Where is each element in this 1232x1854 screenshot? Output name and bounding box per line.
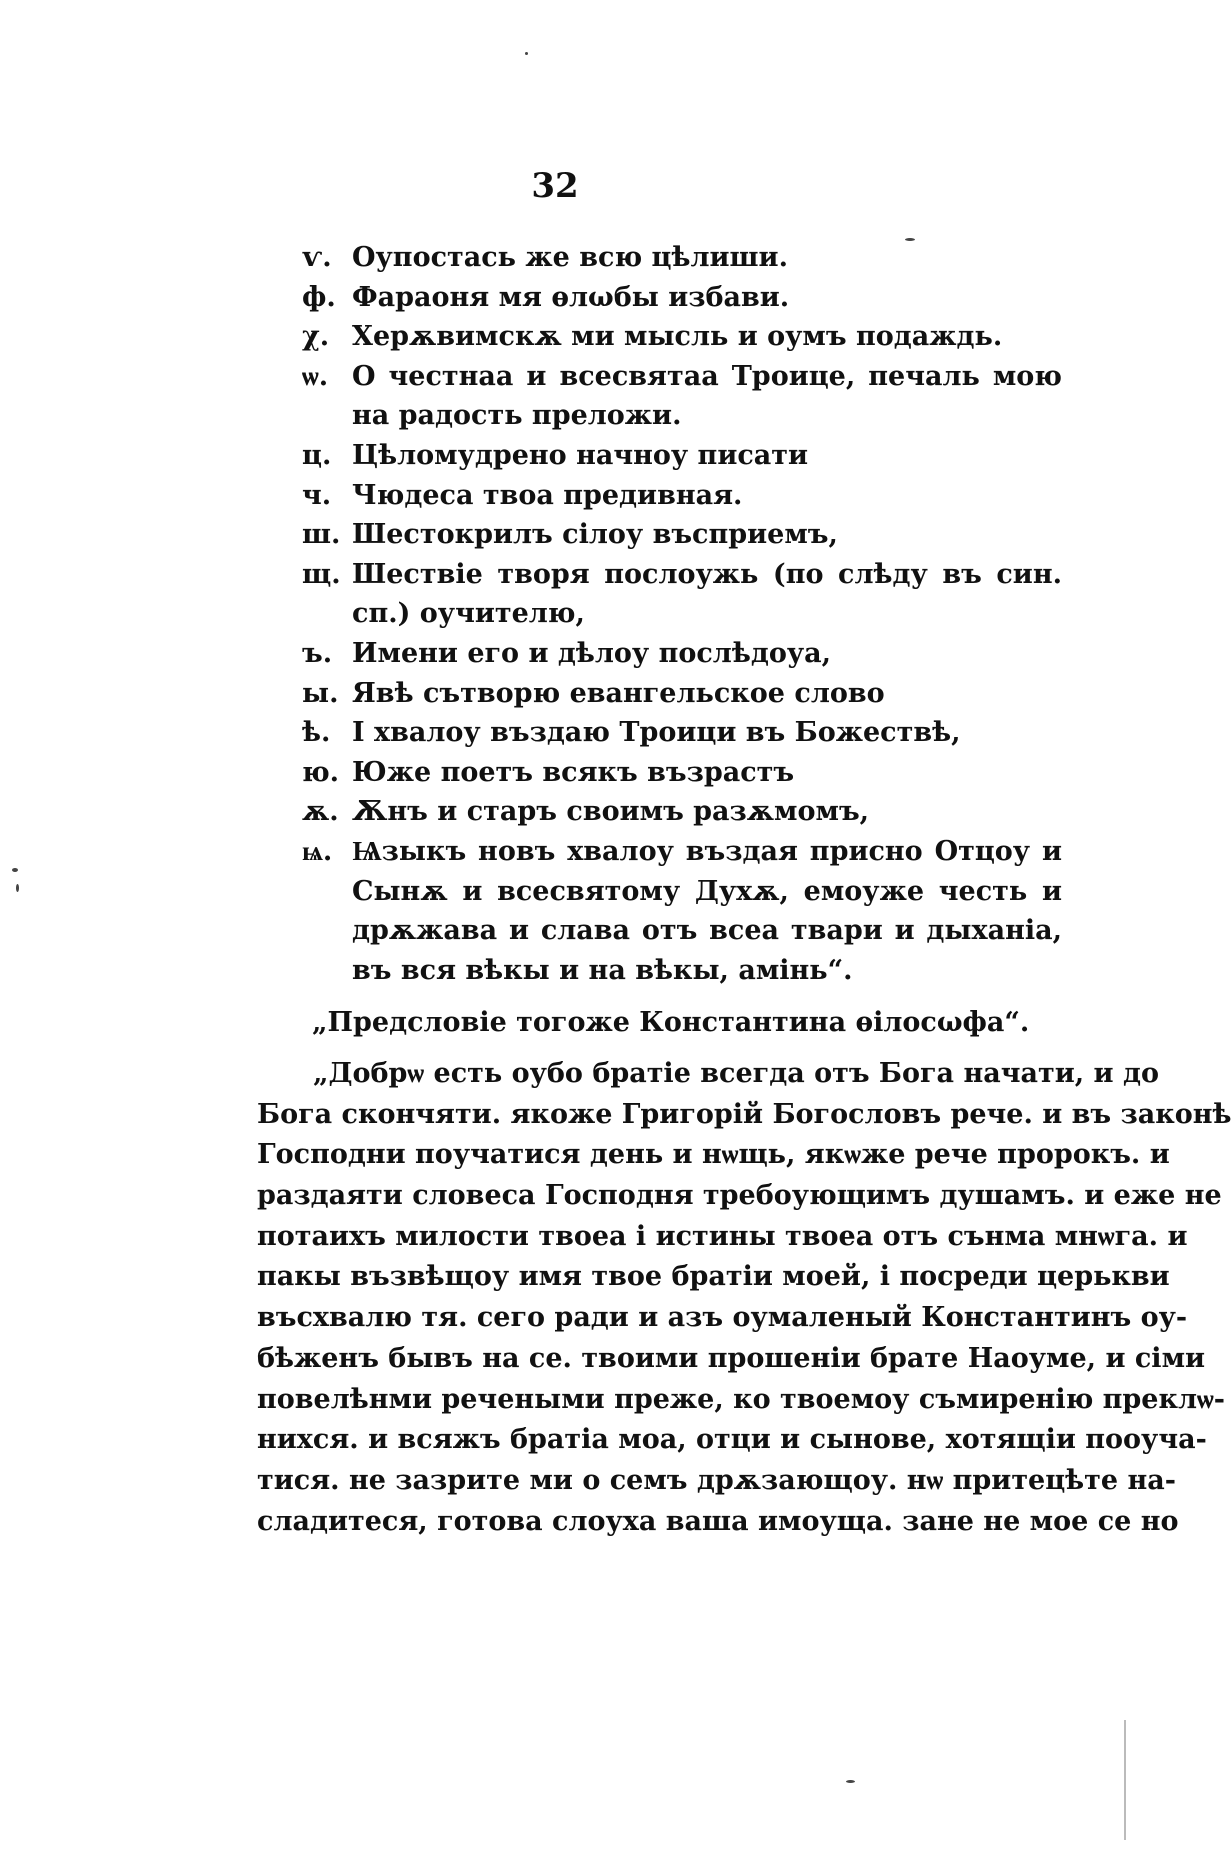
verse-letter: ц.	[302, 439, 332, 471]
verse-text: Ѫнъ и старъ своимъ разѫмомъ,	[352, 796, 870, 828]
body-line: нихся. и всяжъ братіа моа, отци и сынове, хотящіи пооуча-	[257, 1424, 1207, 1456]
verse-item	[302, 515, 1062, 555]
verse-item	[302, 713, 1062, 753]
verse-item	[302, 674, 1062, 714]
verse-item	[302, 436, 1062, 476]
verse-text: Шестокрилъ сілоу въсприемъ,	[352, 519, 838, 551]
acrostic-verse-list	[302, 238, 1062, 990]
body-line: Господни поучатися день и нѡщь, якѡже рече пророкъ. и	[257, 1139, 1170, 1171]
body-line: сладитеся, готова слоуха ваша имоуща. зане не мое се но	[257, 1505, 1179, 1537]
verse-letter: ш.	[302, 519, 341, 551]
body-line: повелѣнми речеными преже, ко твоемоу съмиренію преклѡ-	[257, 1383, 1225, 1415]
verse-letter: ю.	[302, 756, 340, 788]
verse-text: Цѣломудрено начноу писати	[352, 439, 809, 471]
verse-letter: ѩ.	[302, 835, 333, 867]
verse-text: Имени его и дѣлоу послѣдоуа,	[352, 637, 832, 669]
verse-letter: ф.	[302, 281, 336, 313]
verse-item	[302, 238, 1062, 278]
verse-letter: щ.	[302, 558, 341, 590]
body-line: потаихъ милости твоеа і истины твоеа отъ сънма мнѡга. и	[257, 1220, 1188, 1252]
body-line: въсхвалю тя. сего ради и азъ оумаленый Константинъ оу-	[257, 1302, 1188, 1334]
verse-text: О честнаа и всесвятаа Троице, печаль мою на радость преложи.	[352, 360, 1062, 432]
verse-letter: χ.	[302, 321, 330, 353]
scan-speck	[525, 52, 528, 55]
verse-item	[302, 476, 1062, 516]
verse-item	[302, 634, 1062, 674]
verse-letter: ч.	[302, 479, 332, 511]
preface-heading: „Предсловіе тогоже Константина ѳілосωфа“.	[312, 1007, 1030, 1038]
body-line: бѣженъ бывъ на се. твоими прошеніи брате Наоуме, и сіми	[257, 1342, 1206, 1374]
preface-body	[257, 1054, 1232, 1542]
verse-item	[302, 753, 1062, 793]
verse-letter: ъ.	[302, 637, 333, 669]
verse-item	[302, 792, 1062, 832]
body-line: пакы възвѣщоу имя твое братіи моей, і посреди церькви	[257, 1261, 1170, 1293]
verse-letter: ѫ.	[302, 796, 339, 828]
verse-text: Оупостась же всю цѣлиши.	[352, 242, 788, 273]
verse-item	[302, 278, 1062, 318]
verse-text: Юже поетъ всякъ възрастъ	[352, 756, 795, 788]
verse-item	[302, 832, 1062, 990]
verse-text: Херѫвимскѫ ми мысль и оумъ подаждь.	[352, 321, 1003, 353]
verse-text: Шествіе творя послоужь (по слѣду въ син. сп.) оучителю,	[352, 558, 1062, 630]
verse-item	[302, 555, 1062, 634]
verse-text: Явѣ сътворю евангельское слово	[352, 677, 885, 709]
verse-item	[302, 317, 1062, 357]
body-line: Бога скончяти. якоже Григорій Богословъ рече. и въ законѣ	[257, 1098, 1232, 1130]
body-line: тися. не зазрите ми о семъ дрѫзающоу. нѡ притецѣте на-	[257, 1464, 1176, 1496]
verse-text: Фараоня мя ѳлωбы избави.	[352, 281, 790, 313]
verse-text: Ѩзыкъ новъ хвалоу въздая присно Отцоу и Сынѫ и всесвятому Духѫ, емоуже честь и дрѫжава и слава отъ всеа твари и дыханіа, въ вся вѣкы и на вѣкы, амінь“.	[352, 835, 1062, 986]
verse-letter: ѣ.	[302, 717, 331, 749]
verse-text: І хвалоу въздаю Троици въ Божествѣ,	[352, 717, 961, 749]
verse-item	[302, 357, 1062, 436]
scan-speck	[12, 868, 18, 872]
verse-letter: ы.	[302, 677, 339, 709]
verse-letter: ѵ.	[302, 242, 332, 273]
body-line: раздаяти словеса Господня требоующимъ душамъ. и еже не	[257, 1180, 1222, 1212]
body-line: „Добрѡ есть оубо братіе всегда отъ Бога начати, и до	[313, 1058, 1159, 1089]
scan-edge-line	[1124, 1720, 1126, 1840]
scan-speck	[905, 238, 915, 241]
scan-speck	[16, 884, 19, 892]
scan-speck	[846, 1780, 855, 1783]
page-number: 32	[531, 166, 579, 206]
verse-letter: ѡ.	[302, 360, 329, 392]
verse-text: Чюдеса твоа предивная.	[352, 479, 743, 511]
